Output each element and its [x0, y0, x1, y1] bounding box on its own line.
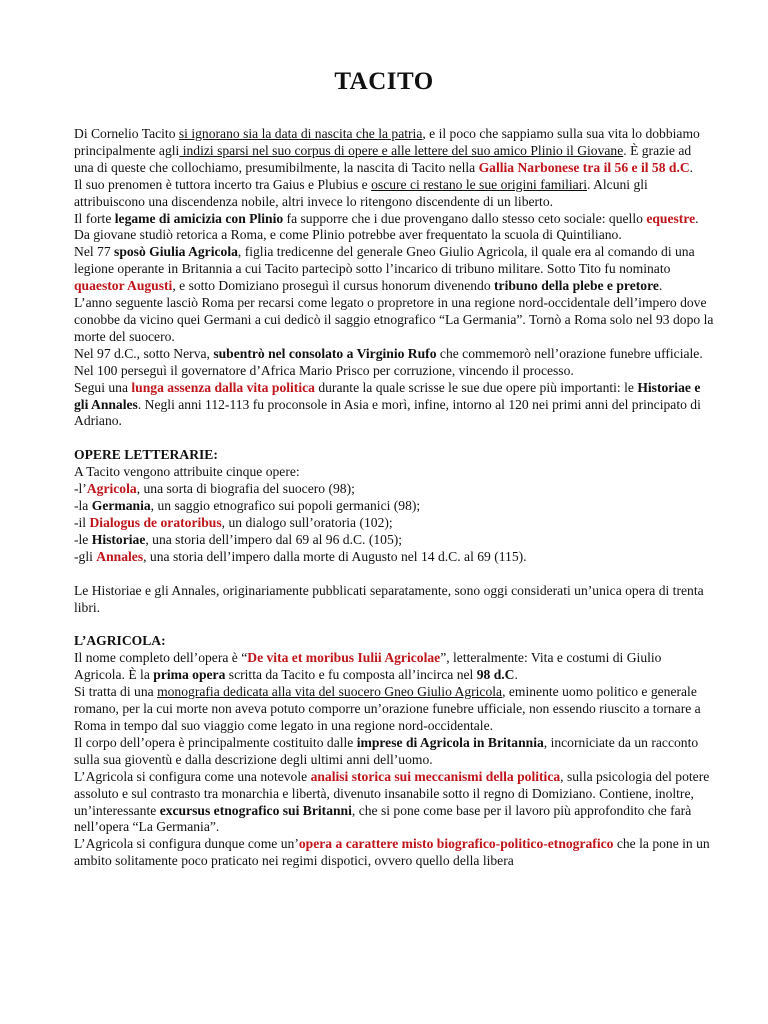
text: che la pone in un ambito solitamente poco praticato nei regimi dispotici, ovvero quello della libera — [74, 836, 710, 869]
spacer — [74, 566, 714, 583]
bold-text: 98 d.C — [476, 667, 515, 683]
text: . Negli anni 112-113 fu proconsole in Asia e morì, infine, intorno al 120 nei primi anni del principato di Adriano. — [74, 396, 701, 429]
opere-list-item — [74, 515, 714, 532]
text: , sulla psicologia del potere assoluto e sul contrasto tra monarchia e libertà, divenuto insanabile sotto il regno di Domiziano. Contiene, inoltre, un’interessante — [74, 768, 710, 818]
text: -gli — [74, 548, 97, 564]
opere-list-item — [74, 481, 714, 498]
text: Segui una — [74, 379, 132, 395]
bold-text: Historiae e gli Annales — [74, 379, 701, 412]
text: Il suo prenomen è tuttora incerto tra Gaius e Plubius e — [74, 176, 372, 192]
paragraph-agricola-4 — [74, 769, 714, 837]
text: . — [658, 278, 663, 294]
text: Il nome completo dell’opera è “ — [74, 650, 248, 666]
text: . Da giovane studiò retorica a Roma, e come Plinio potrebbe aver frequentato la scuola di Quintiliano. — [74, 210, 699, 243]
highlight-text: quaestor Augusti — [74, 278, 173, 294]
bold-text: prima opera — [153, 667, 226, 683]
bold-text: legame di amicizia con Plinio — [114, 210, 284, 226]
text: -il — [74, 514, 90, 530]
section-heading-opere: OPERE LETTERARIE: — [74, 447, 218, 463]
text: , una sorta di biografia del suocero (98); — [136, 481, 355, 497]
text: scritta da Tacito e fu composta all’incirca nel — [225, 667, 477, 683]
text: . — [514, 667, 518, 683]
text: ”, letteralmente: Vita e costumi di Giulio Agricola. È la — [74, 650, 662, 683]
paragraph-agricola-2 — [74, 684, 714, 735]
opere-note: Le Historiae e gli Annales, originariamente pubblicati separatamente, sono oggi considerati un’unica opera di trenta libri. — [74, 582, 704, 615]
opere-list-item — [74, 498, 714, 515]
bold-text: sposò Giulia Agricola — [114, 244, 238, 260]
underlined-text: si ignorano sia la data di nascita che la patria — [178, 126, 423, 141]
bold-text: subentrò nel consolato a Virginio Rufo — [213, 345, 437, 361]
paragraph-bio-3 — [74, 211, 714, 245]
opere-list — [74, 481, 714, 566]
highlight-text: De vita et moribus Iulii Agricolae — [247, 650, 441, 666]
text: Il corpo dell’opera è principalmente costituito dalle — [74, 734, 357, 750]
spacer — [74, 430, 714, 447]
work-title: Dialogus de oratoribus — [89, 514, 222, 530]
paragraph-bio-7: Nel 100 perseguì il governatore d’Africa Mario Prisco per corruzione, vincendo il processo. — [74, 362, 574, 378]
paragraph-agricola-5 — [74, 836, 714, 870]
opere-intro: A Tacito vengono attribuite cinque opere: — [74, 464, 300, 480]
underlined-text: monografia dedicata alla vita del suocero Gneo Giulio Agricola — [157, 684, 503, 700]
page-title: TACITO — [334, 68, 434, 95]
paragraph-bio-2 — [74, 177, 714, 211]
bold-text: excursus etnografico sui Britanni — [159, 802, 352, 818]
text: . È grazie ad una di queste che collochiamo, presumibilmente, la nascita di Tacito nella — [74, 142, 692, 175]
work-title: Agricola — [86, 481, 137, 497]
text: -l’ — [74, 481, 87, 497]
highlight-text: Gallia Narbonese tra il 56 e il 58 d.C — [478, 159, 690, 175]
highlight-text: lunga assenza dalla vita politica — [131, 379, 315, 395]
underlined-text: oscure ci restano le sue origini familiari — [371, 176, 588, 192]
work-title: Germania — [91, 498, 151, 514]
paragraph-bio-8 — [74, 380, 714, 431]
text: durante la quale scrisse le sue due opere più importanti: le — [314, 379, 638, 395]
highlight-text: analisi storica sui meccanismi della politica — [310, 768, 561, 784]
text: . — [689, 159, 694, 175]
document-body — [74, 126, 714, 870]
text: , e il poco che sappiamo sulla sua vita lo dobbiamo principalmente agli — [74, 126, 700, 158]
paragraph-bio-4 — [74, 244, 714, 295]
text: Nel 97 d.C., sotto Nerva, — [74, 345, 214, 361]
opere-list-item — [74, 532, 714, 549]
text: Il forte — [74, 210, 115, 226]
text: L’Agricola si configura dunque come un’ — [74, 836, 299, 852]
section-heading-agricola: L’AGRICOLA: — [74, 633, 166, 649]
text: . Alcuni gli attribuiscono una discendenza nobile, altri invece lo ritengono discendente di un liberto. — [74, 176, 648, 209]
paragraph-bio-6 — [74, 346, 714, 363]
text: , un saggio etnografico sui popoli germanici (98); — [150, 498, 421, 514]
text: , incorniciate da un racconto sulla sua gioventù e dalla descrizione degli ultimi anni dell’uomo. — [74, 734, 699, 767]
text: fa supporre che i due provengano dallo stesso ceto sociale: quello — [283, 210, 647, 226]
text: Si tratta di una — [74, 684, 158, 700]
opere-list-item — [74, 549, 714, 566]
text: , e sotto Domiziano proseguì il cursus honorum divenendo — [172, 278, 495, 294]
text: , una storia dell’impero dal 69 al 96 d.C. (105); — [145, 531, 403, 547]
highlight-text: opera a carattere misto biografico-politico-etnografico — [298, 836, 614, 852]
paragraph-bio-5: L’anno seguente lasciò Roma per recarsi come legato o propretore in una regione nord-occidentale dell’impero dove conobbe da vicino quei Germani a cui dedicò il saggio etnografico “La Germania”. Tornò a Roma solo nel 93 dopo la morte del suocero. — [74, 295, 714, 344]
text: , eminente uomo politico e generale romano, per la cui morte non aveva potuto comporre un’orazione funebre ufficiale, non essendo riuscito a tornare a Roma in tempo dal suo viaggio come legato in una regione nord-occidentale. — [74, 684, 701, 733]
paragraph-agricola-1 — [74, 650, 714, 684]
text: -la — [74, 498, 92, 514]
bold-text: tribuno della plebe e pretore — [494, 278, 659, 294]
paragraph-agricola-3 — [74, 735, 714, 769]
text: L’Agricola si configura come una notevole — [74, 768, 311, 784]
text: , figlia tredicenne del generale Gneo Giulio Agricola, il quale era al comando di una legione operante in Britannia a cui Tacito partecipò sotto l’incarico di tribuno militare. Sotto Tito fu nominato — [74, 244, 695, 277]
highlight-text: equestre — [646, 210, 696, 226]
spacer — [74, 616, 714, 633]
text: , un dialogo sull’oratoria (102); — [221, 514, 393, 530]
text: Di Cornelio Tacito — [74, 126, 179, 141]
text: -le — [74, 531, 92, 547]
underlined-text: indizi sparsi nel suo corpus di opere e alle lettere del suo amico Plinio il Giovane — [179, 142, 624, 158]
text: che commemorò nell’orazione funebre ufficiale. — [436, 345, 703, 361]
work-title: Annales — [96, 548, 144, 564]
text: , una storia dell’impero dalla morte di Augusto nel 14 d.C. al 69 (115). — [143, 548, 527, 564]
paragraph-bio-1 — [74, 126, 714, 177]
text: , che si pone come base per il lavoro più approfondito che farà nell’opera “La Germania”. — [74, 802, 692, 835]
work-title: Historiae — [91, 531, 146, 547]
bold-text: imprese di Agricola in Britannia — [356, 734, 544, 750]
text: Nel 77 — [74, 244, 115, 260]
